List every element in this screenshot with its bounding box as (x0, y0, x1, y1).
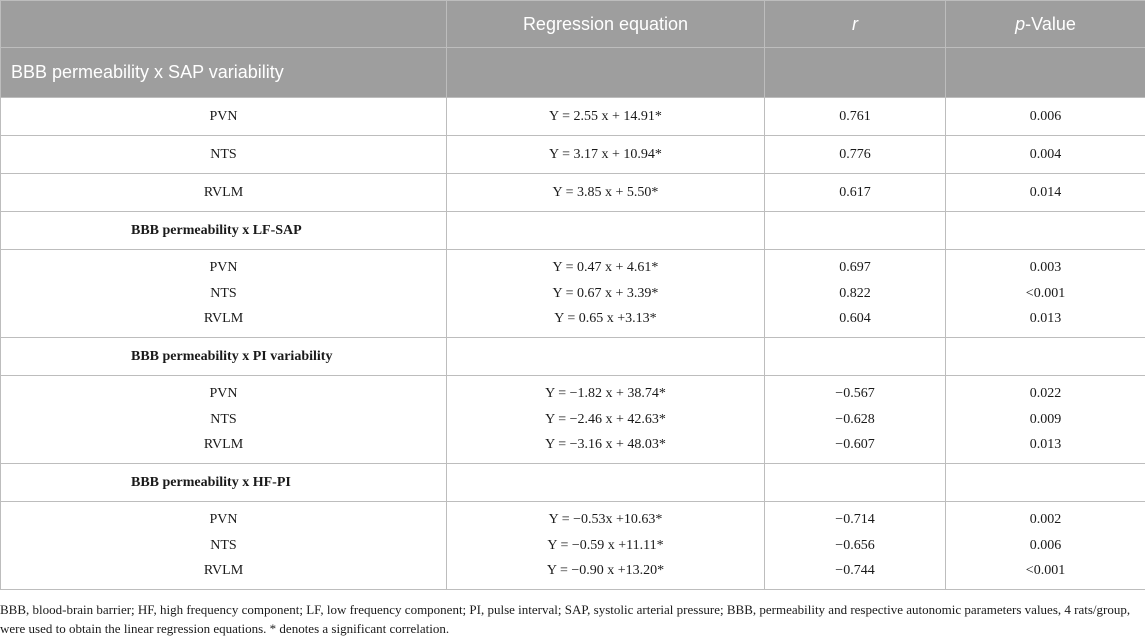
empty-cell (946, 338, 1145, 376)
p-text: 0.003 (1029, 260, 1062, 276)
equation-text: Y = −0.90 x +13.20* (546, 563, 665, 579)
equation-cell: Y = 2.55 x + 14.91* (447, 98, 765, 136)
header-r (765, 1, 946, 48)
r-cell: 0.617 (765, 174, 946, 212)
r-text: −0.744 (835, 563, 875, 579)
r-text: 0.697 (839, 260, 871, 276)
header-regression-equation: Regression equation (447, 1, 765, 48)
region-text: PVN (209, 512, 238, 528)
table-row (1, 98, 1145, 136)
table-row (1, 250, 1145, 338)
p-cell: 0.014 (946, 174, 1145, 212)
header-p-rest: -Value (1025, 13, 1076, 34)
p-cell: 0.006 (946, 98, 1145, 136)
r-cell (765, 502, 946, 590)
empty-cell (447, 212, 765, 250)
table-row (1, 502, 1145, 590)
empty-cell (765, 212, 946, 250)
r-text: −0.714 (835, 512, 875, 528)
empty-cell (765, 464, 946, 502)
p-text: <0.001 (1025, 285, 1066, 301)
region-text: RVLM (203, 311, 244, 327)
header-empty-cell (946, 48, 1145, 98)
equation-text: Y = 0.47 x + 4.61* (552, 260, 659, 276)
table-row (1, 136, 1145, 174)
section-header-row (1, 464, 1145, 502)
table-row (1, 174, 1145, 212)
p-text: <0.001 (1025, 563, 1066, 579)
equation-cell: Y = 3.17 x + 10.94* (447, 136, 765, 174)
r-text: 0.604 (839, 311, 871, 327)
equation-cell: Y = 3.85 x + 5.50* (447, 174, 765, 212)
section-header-row (1, 212, 1145, 250)
r-text: −0.567 (835, 386, 875, 402)
region-cell (1, 502, 447, 590)
table-row (1, 376, 1145, 464)
region-cell (1, 250, 447, 338)
equation-cell (447, 250, 765, 338)
r-text: −0.656 (835, 537, 875, 553)
empty-cell (447, 338, 765, 376)
region-text: NTS (210, 537, 237, 553)
header-empty-cell (1, 1, 447, 48)
equation-text: Y = −3.16 x + 48.03* (545, 437, 666, 453)
equation-cell (447, 376, 765, 464)
section-title-pi-variability: BBB permeability x PI variability (1, 338, 447, 376)
region-text: PVN (209, 260, 238, 276)
r-text: −0.628 (835, 411, 875, 427)
empty-cell (946, 464, 1145, 502)
p-text: 0.009 (1029, 411, 1062, 427)
r-text: −0.607 (835, 437, 875, 453)
region-cell: PVN (1, 98, 447, 136)
region-text: NTS (210, 285, 237, 301)
header-empty-cell (765, 48, 946, 98)
equation-text: Y = 0.65 x +3.13* (554, 311, 657, 327)
p-cell (946, 250, 1145, 338)
header-sap-variability: BBB permeability x SAP variability (1, 48, 447, 98)
p-text: 0.022 (1029, 386, 1062, 402)
region-text: PVN (209, 386, 238, 402)
empty-cell (946, 212, 1145, 250)
equation-text: Y = −2.46 x + 42.63* (545, 411, 666, 427)
equation-cell (447, 502, 765, 590)
table-header (1, 1, 1145, 98)
region-cell: RVLM (1, 174, 447, 212)
equation-text: Y = 0.67 x + 3.39* (552, 285, 659, 301)
header-p-value (946, 1, 1145, 48)
equation-text: Y = −0.53x +10.63* (548, 512, 663, 528)
empty-cell (765, 338, 946, 376)
region-text: NTS (210, 411, 237, 427)
region-text: RVLM (203, 563, 244, 579)
p-text: 0.002 (1029, 512, 1062, 528)
r-text: 0.822 (839, 285, 871, 301)
region-text: RVLM (203, 437, 244, 453)
header-r-label: r (852, 13, 858, 34)
header-empty-cell (447, 48, 765, 98)
p-text: 0.006 (1029, 537, 1062, 553)
empty-cell (447, 464, 765, 502)
p-cell (946, 502, 1145, 590)
p-text: 0.013 (1029, 311, 1062, 327)
section-title-hf-pi: BBB permeability x HF-PI (1, 464, 447, 502)
table-footnote: BBB, blood-brain barrier; HF, high frequency component; LF, low frequency component; PI, pulse interval; SAP, systolic arterial pressure; BBB, permeability and respective autonomic parameters values, 4 rats/group, were used to obtain the linear regression equations. * denotes a significant correlation. (0, 602, 1131, 636)
r-cell: 0.776 (765, 136, 946, 174)
p-cell: 0.004 (946, 136, 1145, 174)
r-cell (765, 250, 946, 338)
r-cell: 0.761 (765, 98, 946, 136)
section-title-lf-sap: BBB permeability x LF-SAP (1, 212, 447, 250)
section-header-row (1, 338, 1145, 376)
region-cell (1, 376, 447, 464)
region-cell: NTS (1, 136, 447, 174)
r-cell (765, 376, 946, 464)
equation-text: Y = −1.82 x + 38.74* (545, 386, 666, 402)
equation-text: Y = −0.59 x +11.11* (547, 537, 664, 553)
p-text: 0.013 (1029, 437, 1062, 453)
header-p-italic: p (1015, 13, 1026, 34)
p-cell (946, 376, 1145, 464)
